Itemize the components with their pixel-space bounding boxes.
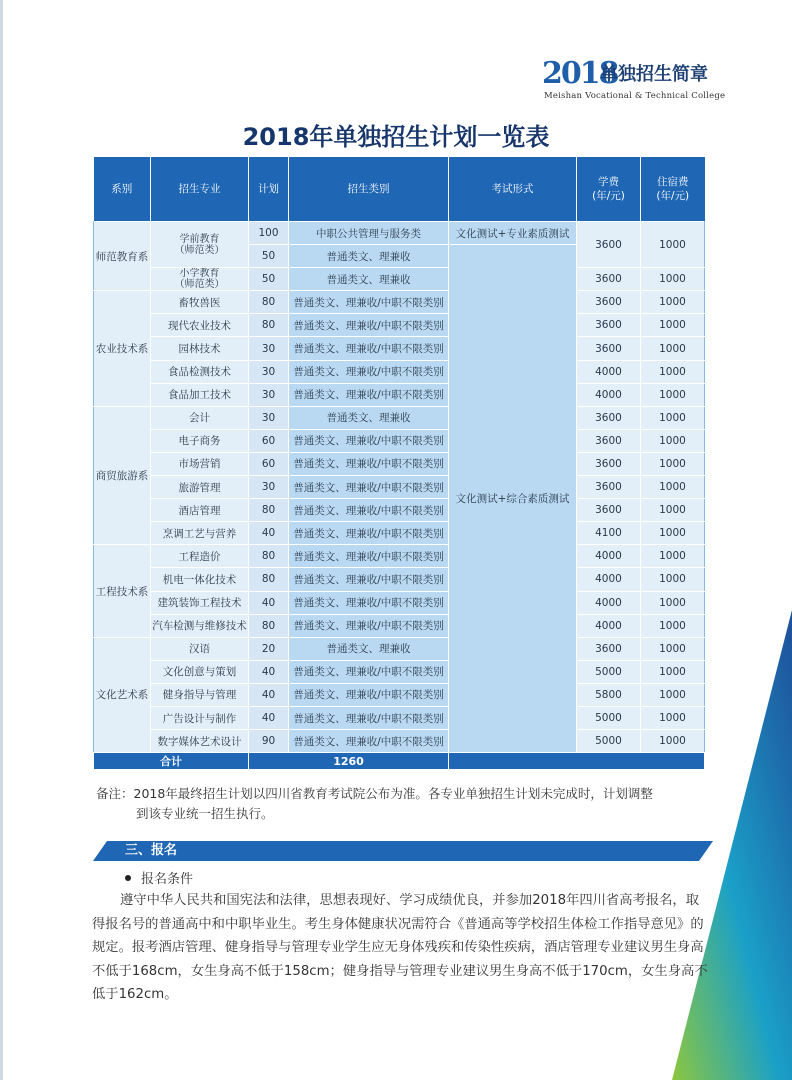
- tuition-cell: 4000: [577, 614, 641, 637]
- department-cell: 师范教育系: [94, 222, 151, 291]
- table-row: [94, 222, 705, 245]
- column-header: 计划: [249, 157, 289, 222]
- table-row: [94, 660, 705, 683]
- lodging-cell: 1000: [641, 337, 705, 360]
- lodging-cell: 1000: [641, 614, 705, 637]
- logo-year: 2018: [542, 56, 618, 91]
- plan-cell: 90: [249, 730, 289, 753]
- plan-cell: 50: [249, 268, 289, 291]
- department-cell: 文化艺术系: [94, 637, 151, 752]
- category-cell: 普通类文、理兼收/中职不限类别: [289, 522, 449, 545]
- note-line-1: 备注：2018年最终招生计划以四川省教育考试院公布为准。各专业单独招生计划未完成时，计划调整: [96, 786, 653, 801]
- lodging-cell: 1000: [641, 545, 705, 568]
- table-row: [94, 706, 705, 729]
- tuition-cell: 3600: [577, 222, 641, 268]
- plan-cell: 30: [249, 383, 289, 406]
- plan-cell: 40: [249, 591, 289, 614]
- category-cell: 普通类文、理兼收/中职不限类别: [289, 383, 449, 406]
- plan-cell: 80: [249, 499, 289, 522]
- category-cell: 普通类文、理兼收: [289, 406, 449, 429]
- bullet-dot-icon: [125, 875, 131, 881]
- table-row: [94, 360, 705, 383]
- table-row: [94, 406, 705, 429]
- brochure-logo: [542, 56, 726, 108]
- category-cell: 普通类文、理兼收/中职不限类别: [289, 614, 449, 637]
- plan-cell: 50: [249, 245, 289, 268]
- major-cell: 文化创意与策划: [151, 660, 249, 683]
- table-note: [96, 784, 716, 824]
- category-cell: 普通类文、理兼收/中职不限类别: [289, 591, 449, 614]
- major-cell: 数字媒体艺术设计: [151, 730, 249, 753]
- plan-cell: 100: [249, 222, 289, 245]
- tuition-cell: 3600: [577, 406, 641, 429]
- plan-cell: 30: [249, 337, 289, 360]
- tuition-cell: 3600: [577, 429, 641, 452]
- category-cell: 普通类文、理兼收: [289, 637, 449, 660]
- major-cell: 建筑装饰工程技术: [151, 591, 249, 614]
- major-cell: 会计: [151, 406, 249, 429]
- plan-cell: 80: [249, 291, 289, 314]
- column-header: 招生类别: [289, 157, 449, 222]
- section-title: 三、报名: [125, 843, 178, 858]
- tuition-cell: 3600: [577, 476, 641, 499]
- category-cell: 普通类文、理兼收/中职不限类别: [289, 291, 449, 314]
- lodging-cell: 1000: [641, 360, 705, 383]
- major-cell: 市场营销: [151, 452, 249, 475]
- lodging-cell: 1000: [641, 314, 705, 337]
- lodging-cell: 1000: [641, 591, 705, 614]
- lodging-cell: 1000: [641, 268, 705, 291]
- column-header: 考试形式: [449, 157, 577, 222]
- department-cell: 工程技术系: [94, 545, 151, 637]
- lodging-cell: 1000: [641, 429, 705, 452]
- table-row: [94, 568, 705, 591]
- total-blank: [449, 753, 705, 770]
- note-line-2: 到该专业统一招生执行。: [136, 806, 274, 821]
- requirements-paragraph: 遵守中华人民共和国宪法和法律，思想表现好、学习成绩优良，并参加2018年四川省高考报名，取得报名号的普通高中和中职毕业生。考生身体健康状况需符合《普通高等学校招生体检工作指导意见》的规定。报考酒店管理、健身指导与管理专业学生应无身体残疾和传染性疾病，酒店管理专业建议男生身高不低于168cm，女生身高不低于158cm；健身指导与管理专业建议男生身高不低于170cm，女生身高不低于162cm。: [92, 893, 708, 1002]
- major-cell: 旅游管理: [151, 476, 249, 499]
- table-row: [94, 614, 705, 637]
- plan-cell: 40: [249, 660, 289, 683]
- category-cell: 普通类文、理兼收/中职不限类别: [289, 499, 449, 522]
- table-row: [94, 637, 705, 660]
- lodging-cell: 1000: [641, 291, 705, 314]
- major-cell: 小学教育 （师范类）: [151, 268, 249, 291]
- department-cell: 农业技术系: [94, 291, 151, 406]
- total-value: 1260: [249, 753, 449, 770]
- table-row: [94, 591, 705, 614]
- lodging-cell: 1000: [641, 406, 705, 429]
- tuition-cell: 3600: [577, 452, 641, 475]
- major-cell: 工程造价: [151, 545, 249, 568]
- exam-form-cell: 文化测试+综合素质测试: [449, 245, 577, 753]
- page-title: 2018年单独招生计划一览表: [242, 123, 550, 151]
- lodging-cell: 1000: [641, 522, 705, 545]
- category-cell: 普通类文、理兼收/中职不限类别: [289, 337, 449, 360]
- tuition-cell: 4000: [577, 568, 641, 591]
- lodging-cell: 1000: [641, 683, 705, 706]
- bullet-text: 报名条件: [141, 872, 194, 887]
- major-cell: 烹调工艺与营养: [151, 522, 249, 545]
- lodging-cell: 1000: [641, 452, 705, 475]
- major-cell: 酒店管理: [151, 499, 249, 522]
- plan-cell: 40: [249, 706, 289, 729]
- table-header-row: [94, 157, 705, 222]
- tuition-cell: 5000: [577, 660, 641, 683]
- plan-cell: 80: [249, 314, 289, 337]
- major-cell: 电子商务: [151, 429, 249, 452]
- table-row: [94, 337, 705, 360]
- major-cell: 汽车检测与维修技术: [151, 614, 249, 637]
- exam-form-cell: 文化测试+专业素质测试: [449, 222, 577, 245]
- tuition-cell: 4100: [577, 522, 641, 545]
- plan-cell: 80: [249, 568, 289, 591]
- left-edge-strip: [0, 0, 3, 1080]
- table-row: [94, 452, 705, 475]
- table-row: [94, 545, 705, 568]
- category-cell: 普通类文、理兼收/中职不限类别: [289, 429, 449, 452]
- plan-cell: 80: [249, 614, 289, 637]
- plan-cell: 30: [249, 360, 289, 383]
- major-cell: 现代农业技术: [151, 314, 249, 337]
- plan-cell: 40: [249, 683, 289, 706]
- category-cell: 普通类文、理兼收: [289, 268, 449, 291]
- lodging-cell: 1000: [641, 568, 705, 591]
- category-cell: 普通类文、理兼收/中职不限类别: [289, 360, 449, 383]
- logo-title: 单独招生简章: [600, 64, 708, 85]
- plan-cell: 30: [249, 406, 289, 429]
- table-row: [94, 730, 705, 753]
- table-row: [94, 291, 705, 314]
- category-cell: 普通类文、理兼收/中职不限类别: [289, 730, 449, 753]
- tuition-cell: 3600: [577, 637, 641, 660]
- table-row: [94, 429, 705, 452]
- table-total-row: [94, 753, 705, 770]
- tuition-cell: 3600: [577, 314, 641, 337]
- table-row: [94, 476, 705, 499]
- tuition-cell: 3600: [577, 268, 641, 291]
- major-cell: 广告设计与制作: [151, 706, 249, 729]
- major-cell: 园林技术: [151, 337, 249, 360]
- category-cell: 普通类文、理兼收/中职不限类别: [289, 683, 449, 706]
- major-cell: 健身指导与管理: [151, 683, 249, 706]
- column-header: 住宿费 (年/元): [641, 157, 705, 222]
- category-cell: 普通类文、理兼收/中职不限类别: [289, 660, 449, 683]
- table-row: [94, 522, 705, 545]
- lodging-cell: 1000: [641, 660, 705, 683]
- tuition-cell: 4000: [577, 545, 641, 568]
- category-cell: 普通类文、理兼收/中职不限类别: [289, 476, 449, 499]
- lodging-cell: 1000: [641, 222, 705, 268]
- tuition-cell: 3600: [577, 499, 641, 522]
- tuition-cell: 3600: [577, 337, 641, 360]
- plan-cell: 60: [249, 429, 289, 452]
- table-row: [94, 499, 705, 522]
- category-cell: 中职公共管理与服务类: [289, 222, 449, 245]
- plan-cell: 60: [249, 452, 289, 475]
- lodging-cell: 1000: [641, 730, 705, 753]
- major-cell: 食品加工技术: [151, 383, 249, 406]
- lodging-cell: 1000: [641, 383, 705, 406]
- column-header: 招生专业: [151, 157, 249, 222]
- category-cell: 普通类文、理兼收/中职不限类别: [289, 314, 449, 337]
- total-label: 合计: [94, 753, 249, 770]
- column-header: 学费 (年/元): [577, 157, 641, 222]
- department-cell: 商贸旅游系: [94, 406, 151, 545]
- lodging-cell: 1000: [641, 637, 705, 660]
- tuition-cell: 5000: [577, 730, 641, 753]
- major-cell: 学前教育 （师范类）: [151, 222, 249, 268]
- category-cell: 普通类文、理兼收/中职不限类别: [289, 452, 449, 475]
- lodging-cell: 1000: [641, 706, 705, 729]
- lodging-cell: 1000: [641, 499, 705, 522]
- bullet-item: [125, 870, 193, 890]
- category-cell: 普通类文、理兼收: [289, 245, 449, 268]
- tuition-cell: 5000: [577, 706, 641, 729]
- table-row: [94, 383, 705, 406]
- major-cell: 食品检测技术: [151, 360, 249, 383]
- category-cell: 普通类文、理兼收/中职不限类别: [289, 568, 449, 591]
- plan-cell: 30: [249, 476, 289, 499]
- plan-cell: 40: [249, 522, 289, 545]
- lodging-cell: 1000: [641, 476, 705, 499]
- table-row: [94, 314, 705, 337]
- plan-cell: 20: [249, 637, 289, 660]
- table-row: [94, 683, 705, 706]
- tuition-cell: 4000: [577, 383, 641, 406]
- major-cell: 畜牧兽医: [151, 291, 249, 314]
- tuition-cell: 3600: [577, 291, 641, 314]
- tuition-cell: 4000: [577, 591, 641, 614]
- major-cell: 汉语: [151, 637, 249, 660]
- enrollment-plan-table: [93, 157, 705, 770]
- category-cell: 普通类文、理兼收/中职不限类别: [289, 545, 449, 568]
- plan-cell: 80: [249, 545, 289, 568]
- table-row: [94, 268, 705, 291]
- tuition-cell: 4000: [577, 360, 641, 383]
- tuition-cell: 5800: [577, 683, 641, 706]
- logo-subtitle: Meishan Vocational & Technical College: [544, 91, 726, 101]
- category-cell: 普通类文、理兼收/中职不限类别: [289, 706, 449, 729]
- major-cell: 机电一体化技术: [151, 568, 249, 591]
- section-header-bar: [93, 841, 713, 861]
- column-header: 系别: [94, 157, 151, 222]
